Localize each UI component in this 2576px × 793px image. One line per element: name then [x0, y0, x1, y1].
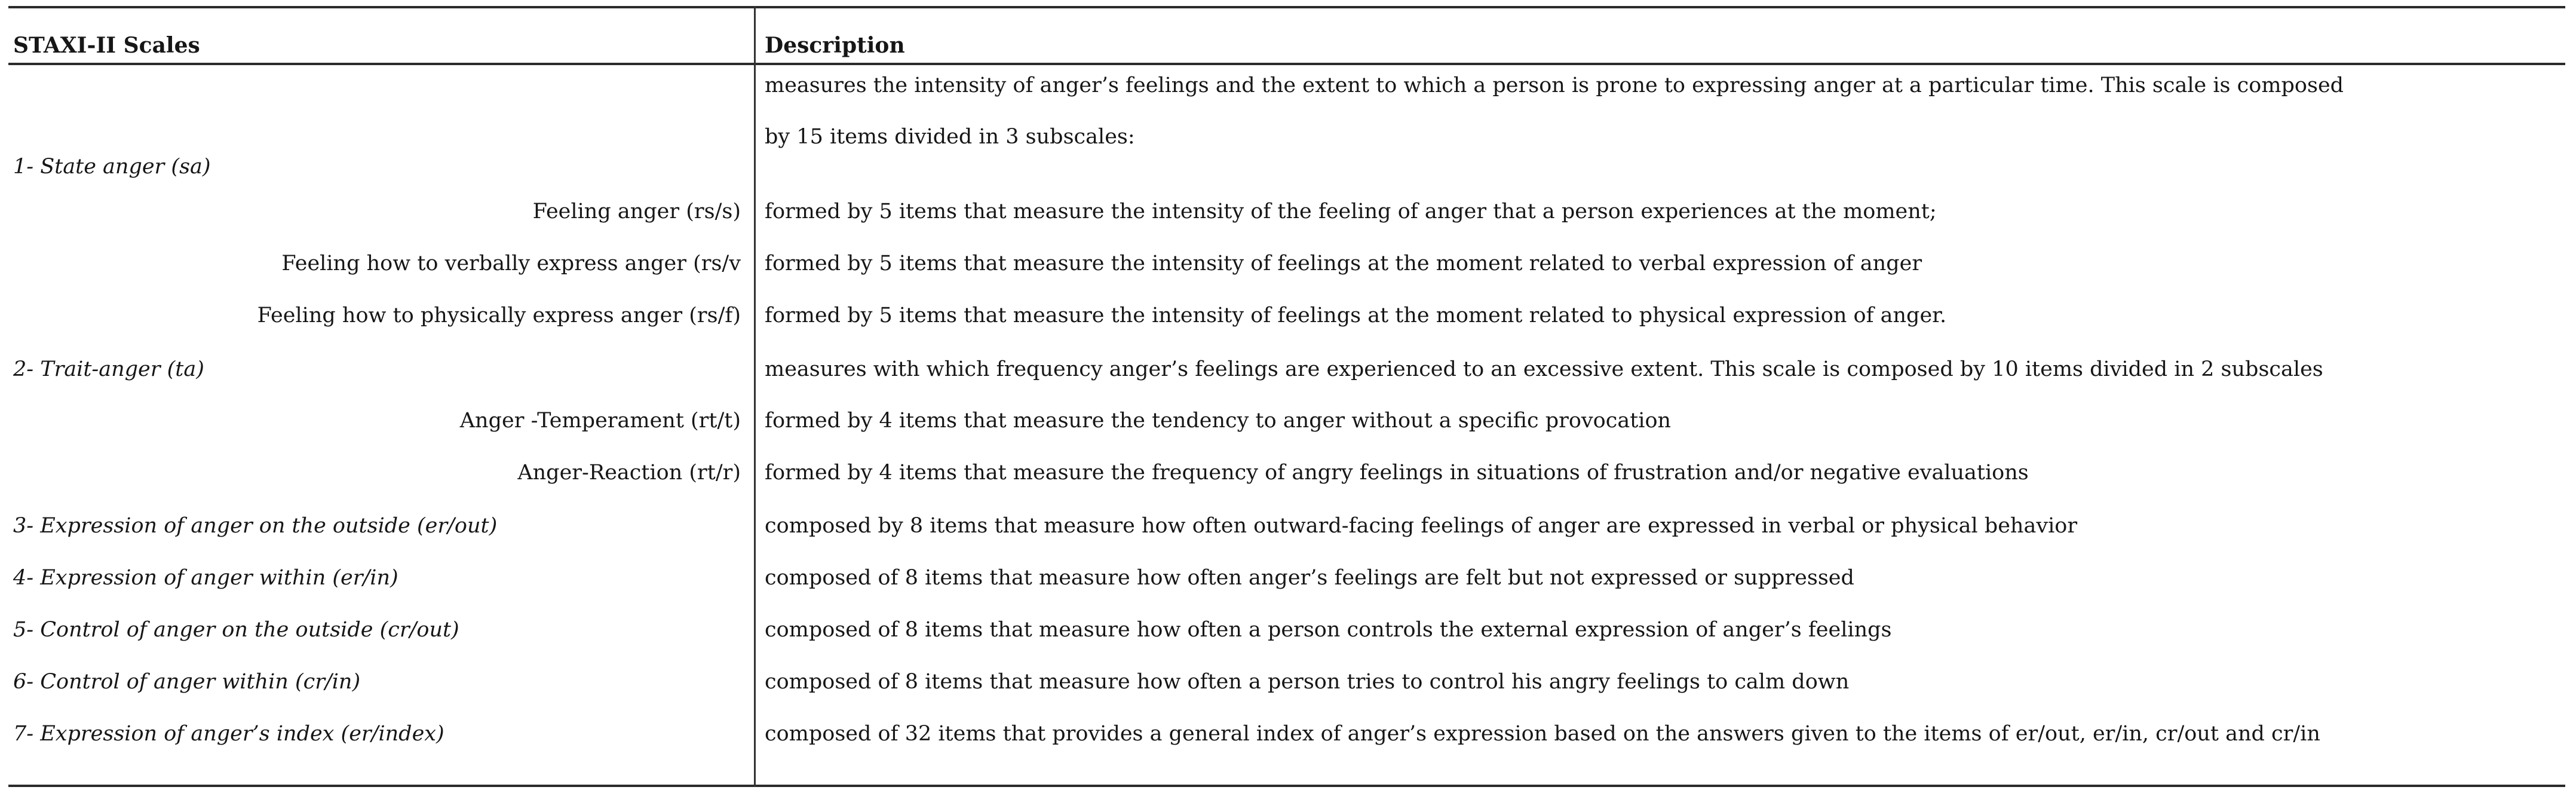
row-6-description: formed by 4 items that measure the tendency to anger without a specific provocation	[765, 409, 1672, 433]
row-2-description: formed by 5 items that measure the intensity of the feeling of anger that a person experiences at the moment;	[765, 200, 1937, 223]
row-4-description: formed by 5 items that measure the intensity of feelings at the moment related to physical expression of anger.	[765, 304, 1947, 327]
row-8-description: composed by 8 items that measure how often outward-facing feelings of anger are expressed in verbal or physical behavior	[765, 514, 2078, 538]
column-divider	[754, 6, 756, 787]
row-11-description: composed of 8 items that measure how often a person tries to control his angry feelings to calm down	[765, 670, 1850, 694]
row-7-scale-label: Anger-Reaction (rt/r)	[517, 461, 741, 485]
row-7-description: formed by 4 items that measure the frequency of angry feelings in situations of frustration and/or negative evaluations	[765, 461, 2029, 485]
row-5-description: measures with which frequency anger’s feelings are experienced to an excessive extent. This scale is composed by 10 items divided in 2 subscales	[765, 357, 2323, 381]
row-6-scale-label: Anger -Temperament (rt/t)	[459, 409, 741, 433]
row-10-description: composed of 8 items that measure how often a person controls the external expression of anger’s feelings	[765, 618, 1892, 642]
row-2-scale-label: Feeling anger (rs/s)	[532, 200, 741, 223]
row-1-scale-label: 1- State anger (sa)	[13, 155, 211, 179]
header-description: Description	[765, 33, 905, 58]
row-8-scale-label: 3- Expression of anger on the outside (er/out)	[13, 514, 498, 538]
row-11-scale-label: 6- Control of anger within (cr/in)	[13, 670, 361, 694]
row-9-description: composed of 8 items that measure how often anger’s feelings are felt but not expressed or suppressed	[765, 566, 1854, 590]
row-10-scale-label: 5- Control of anger on the outside (cr/out)	[13, 618, 459, 642]
row-3-description: formed by 5 items that measure the intensity of feelings at the moment related to verbal expression of anger	[765, 252, 1922, 275]
row-5-scale-label: 2- Trait-anger (ta)	[13, 357, 204, 381]
header-separator-rule	[8, 63, 2565, 65]
row-12-description: composed of 32 items that provides a general index of anger’s expression based on the answers given to the items of er/out, er/in, cr/out and cr/in	[765, 722, 2320, 746]
table-bottom-rule	[8, 785, 2565, 787]
header-scales: STAXI-II Scales	[13, 33, 200, 58]
row-3-scale-label: Feeling how to verbally express anger (rs/v	[281, 252, 741, 275]
row-1-description-line-2: by 15 items divided in 3 subscales:	[765, 125, 1135, 149]
row-12-scale-label: 7- Expression of anger’s index (er/index)	[13, 722, 444, 746]
row-4-scale-label: Feeling how to physically express anger (rs/f)	[257, 304, 741, 327]
row-1-description-line-1: measures the intensity of anger’s feelings and the extent to which a person is prone to expressing anger at a particular time. This scale is composed	[765, 74, 2344, 97]
row-9-scale-label: 4- Expression of anger within (er/in)	[13, 566, 398, 590]
table-top-rule	[8, 6, 2565, 8]
